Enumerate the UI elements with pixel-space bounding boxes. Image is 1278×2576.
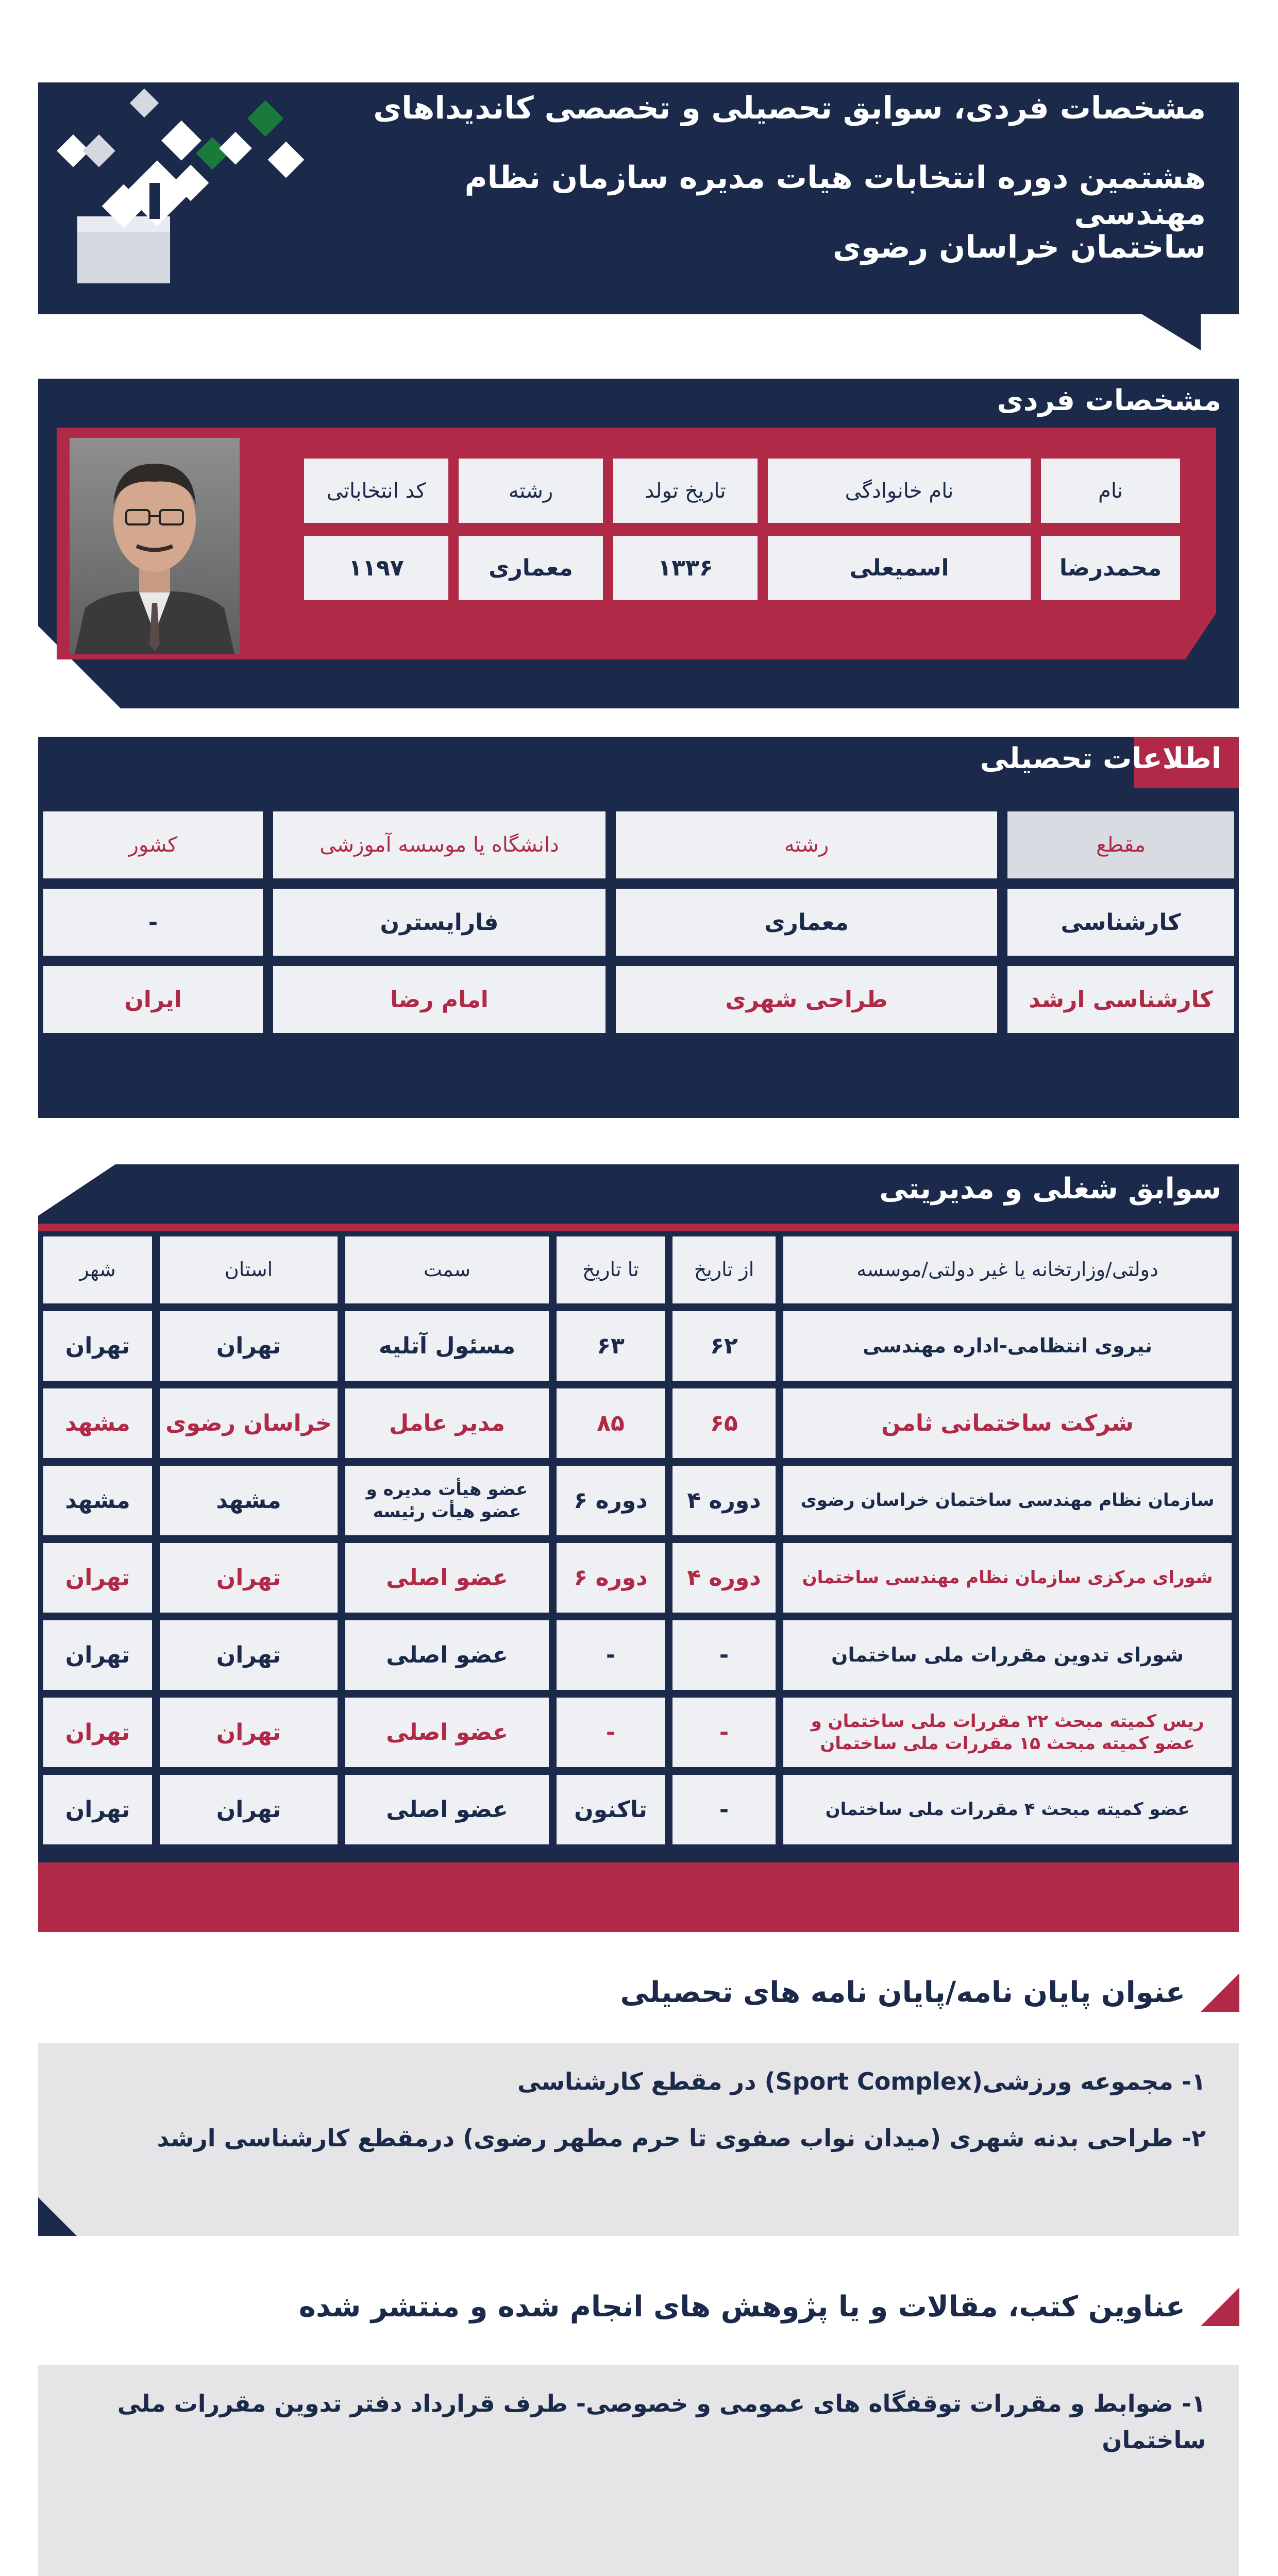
header-title-line1: مشخصات فردی، سوابق تحصیلی و تخصصی کاندیداهای (373, 90, 1206, 126)
edu-row2-country: ایران (43, 966, 263, 1033)
value-family: اسمیعلی (768, 536, 1031, 600)
career-header-org: دولتی/وزارتخانه یا غیر دولتی/موسسه (783, 1236, 1232, 1303)
header-banner-tab (1134, 309, 1201, 350)
label-family: نام خانوادگی (768, 459, 1031, 523)
label-field: رشته (459, 459, 603, 523)
thesis-item-1: ۱- مجموعه ورزشی(Sport Complex) در مقطع کارشناسی (517, 2067, 1206, 2095)
edu-row1-university: فارایسترن (273, 889, 606, 956)
edu-row2-field: طراحی شهری (616, 966, 997, 1033)
career-row4-from: دوره ۴ (672, 1543, 776, 1613)
career-header-province: استان (160, 1236, 338, 1303)
career-row4-city: تهران (43, 1543, 152, 1613)
career-row3-to: دوره ۶ (557, 1466, 665, 1535)
edu-row1-country: - (43, 889, 263, 956)
edu-header-country: کشور (43, 811, 263, 878)
career-header-to: تا تاریخ (557, 1236, 665, 1303)
career-row4-org: شورای مرکزی سازمان نظام مهندسی ساختمان (783, 1543, 1232, 1613)
career-row2-from: ۶۵ (672, 1388, 776, 1458)
career-row7-city: تهران (43, 1775, 152, 1844)
career-row5-from: - (672, 1620, 776, 1690)
personal-section-title: مشخصات فردی (997, 384, 1221, 417)
edu-row2-degree: کارشناسی ارشد (1007, 966, 1234, 1033)
education-section-title: اطلاعات تحصیلی (980, 742, 1221, 775)
career-row3-org: سازمان نظام مهندسی ساختمان خراسان رضوی (783, 1466, 1232, 1535)
career-header-city: شهر (43, 1236, 152, 1303)
career-row1-from: ۶۲ (672, 1311, 776, 1381)
career-row2-org: شرکت ساختمانی ثامن (783, 1388, 1232, 1458)
label-birth: تاریخ تولد (613, 459, 758, 523)
career-row1-province: تهران (160, 1311, 338, 1381)
label-code: کد انتخاباتی (304, 459, 448, 523)
career-row6-province: تهران (160, 1698, 338, 1767)
career-section-title: سوابق شغلی و مدیریتی (879, 1172, 1221, 1206)
career-row5-city: تهران (43, 1620, 152, 1690)
value-field: معماری (459, 536, 603, 600)
candidate-photo (70, 438, 240, 654)
career-row5-position: عضو اصلی (345, 1620, 549, 1690)
career-row5-org: شورای تدوین مقررات ملی ساختمان (783, 1620, 1232, 1690)
header-title-line2: هشتمین دوره انتخابات هیات مدیره سازمان نظام مهندسی (464, 160, 1206, 232)
career-row4-position: عضو اصلی (345, 1543, 549, 1613)
career-row6-org: ریس کمیته مبحث ۲۲ مقررات ملی ساختمان و عضو کمیته مبحث ۱۵ مقررات ملی ساختمان (783, 1698, 1232, 1767)
thesis-corner-mark (1201, 1973, 1239, 2012)
career-row6-to: - (557, 1698, 665, 1767)
career-row1-city: تهران (43, 1311, 152, 1381)
career-row5-to: - (557, 1620, 665, 1690)
edu-row1-field: معماری (616, 889, 997, 956)
career-row2-city: مشهد (43, 1388, 152, 1458)
value-birth: ۱۳۳۶ (613, 536, 758, 600)
edu-header-degree: مقطع (1007, 811, 1234, 878)
career-row2-position: مدیر عامل (345, 1388, 549, 1458)
edu-header-university: دانشگاه یا موسسه آموزشی (273, 811, 606, 878)
career-row2-province: خراسان رضوی (160, 1388, 338, 1458)
value-name: محمدرضا (1041, 536, 1180, 600)
thesis-item-2: ۲- طراحی بدنه شهری (میدان نواب صفوی تا حرم مطهر رضوی) درمقطع کارشناسی ارشد (157, 2124, 1206, 2152)
career-row7-from: - (672, 1775, 776, 1844)
career-row1-org: نیروی انتظامی-اداره مهندسی (783, 1311, 1232, 1381)
career-row6-from: - (672, 1698, 776, 1767)
career-row6-city: تهران (43, 1698, 152, 1767)
career-row5-province: تهران (160, 1620, 338, 1690)
career-header-position: سمت (345, 1236, 549, 1303)
books-section-title: عناوین کتب، مقالات و یا پژوهش های انجام شده و منتشر شده (298, 2290, 1185, 2324)
career-row4-to: دوره ۶ (557, 1543, 665, 1613)
label-name: نام (1041, 459, 1180, 523)
career-row2-to: ۸۵ (557, 1388, 665, 1458)
career-row7-province: تهران (160, 1775, 338, 1844)
edu-row2-university: امام رضا (273, 966, 606, 1033)
edu-row1-degree: کارشناسی (1007, 889, 1234, 956)
career-row7-org: عضو کمیته مبحث ۴ مقررات ملی ساختمان (783, 1775, 1232, 1844)
career-row1-to: ۶۳ (557, 1311, 665, 1381)
header-title-line3: ساختمان خراسان رضوی (832, 229, 1206, 265)
value-code: ۱۱۹۷ (304, 536, 448, 600)
edu-header-field: رشته (616, 811, 997, 878)
career-row1-position: مسئول آتلیه (345, 1311, 549, 1381)
career-row6-position: عضو اصلی (345, 1698, 549, 1767)
career-row4-province: تهران (160, 1543, 338, 1613)
books-item-1: ۱- ضوابط و مقررات توقفگاه های عمومی و خصوصی- طرف قرارداد دفتر تدوین مقررات ملی ساختمان (117, 2389, 1206, 2454)
career-row3-from: دوره ۴ (672, 1466, 776, 1535)
career-row7-to: تاکنون (557, 1775, 665, 1844)
career-row3-city: مشهد (43, 1466, 152, 1535)
books-corner-mark (1201, 2287, 1239, 2326)
career-row3-province: مشهد (160, 1466, 338, 1535)
ballot-box-icon (46, 88, 335, 314)
career-row3-position: عضو هیأت مدیره و عضو هیأت رئیسه (345, 1466, 549, 1535)
thesis-section-title: عنوان پایان نامه/پایان نامه های تحصیلی (620, 1976, 1185, 2009)
career-header-from: از تاریخ (672, 1236, 776, 1303)
career-row7-position: عضو اصلی (345, 1775, 549, 1844)
